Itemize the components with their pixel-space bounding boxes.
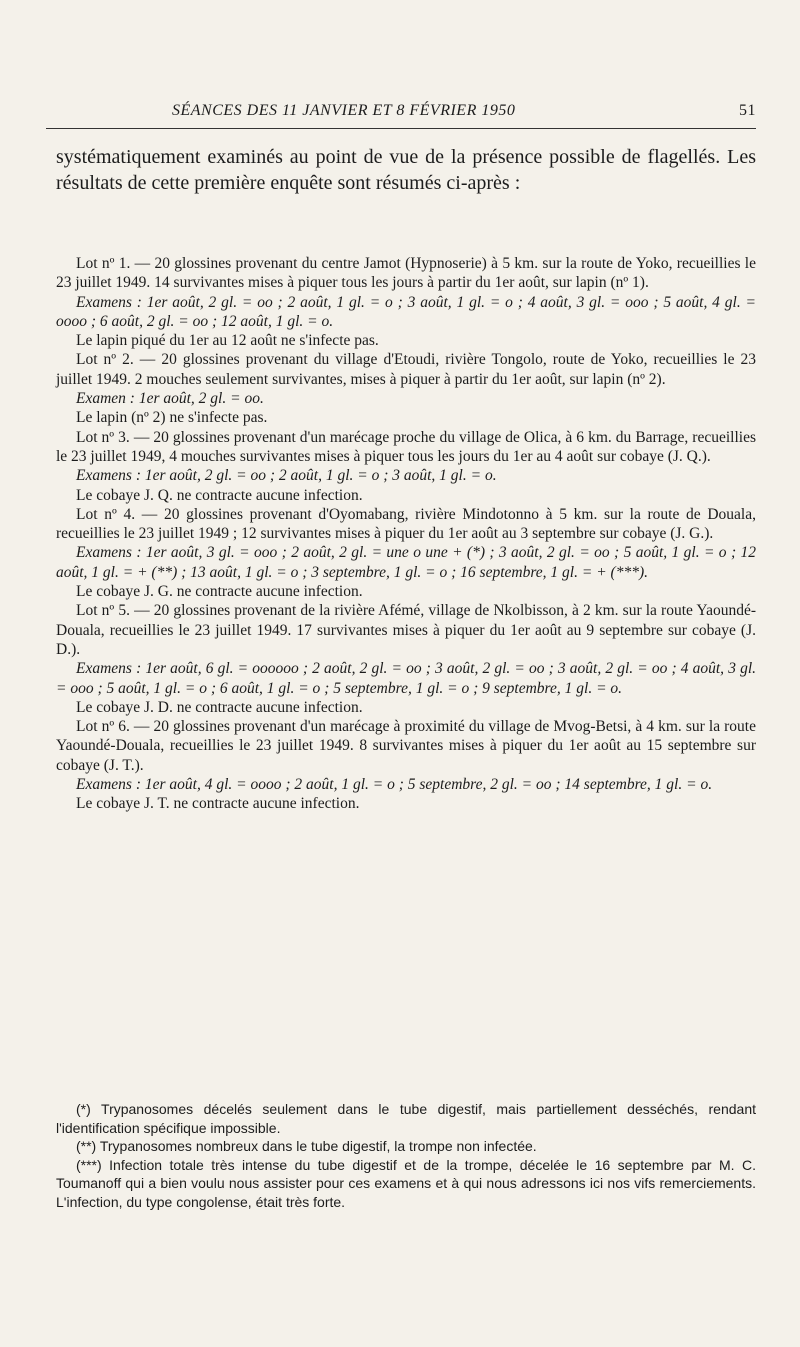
lot-1-paragraph: Lot nº 1. — 20 glossines provenant du centre Jamot (Hypnoserie) à 5 km. sur la route de Yoko, recueillies le 23 juillet 1949. 14 survivantes mises à piquer tous les jours à partir du 1er août, sur lapin (nº 1). [56, 255, 756, 292]
footnote-3: (***) Infection totale très intense du tube digestif et de la trompe, décelée le 16 septembre par M. C. Toumanoff qui a bien voulu nous assister pour ces examens et à qui nous adressons ici nos vifs remerciements. L'infection, du type congolense, était très forte. [56, 1156, 756, 1210]
lot-6-paragraph: Lot nº 6. — 20 glossines provenant d'un marécage à proximité du village de Mvog-Betsi, à 4 km. sur la route Yaoundé-Douala, recueillies le 23 juillet 1949. 8 survivantes mises à piquer du 1er août au 15 septembre sur cobaye (J. T.). [56, 718, 756, 774]
lot-5-examens: Examens : 1er août, 6 gl. = oooooo ; 2 août, 2 gl. = oo ; 3 août, 2 gl. = oo ; 3 août, 2 gl. = oo ; 4 août, 3 gl. = ooo ; 5 août, 1 gl. = o ; 6 août, 1 gl. = o ; 5 septembre, 1 gl. = o ; 9 septembre, 1 gl. = o. [56, 660, 756, 697]
lot-1-result: Le lapin piqué du 1er au 12 août ne s'infecte pas. [76, 332, 379, 350]
lot-6-result: Le cobaye J. T. ne contracte aucune infection. [76, 795, 360, 813]
lot-4-paragraph: Lot nº 4. — 20 glossines provenant d'Oyomabang, rivière Mindotonno à 5 km. sur la route de Douala, recueillies le 23 juillet 1949 ; 12 survivantes mises à piquer du 1er août au 3 septembre sur cobaye (J. G.). [56, 505, 756, 543]
footnote-2: (**) Trypanosomes nombreux dans le tube digestif, la trompe non infectée. [76, 1138, 537, 1155]
lot-3-examens: Examens : 1er août, 2 gl. = oo ; 2 août, 1 gl. = o ; 3 août, 1 gl. = o. [76, 467, 497, 485]
lot-3-paragraph: Lot nº 3. — 20 glossines provenant d'un marécage proche du village de Olica, à 6 km. du Barrage, recueillies le 23 juillet 1949, 4 mouches survivantes mises à piquer tous les jours du 1er au 4 août sur cobaye (J. Q.). [56, 428, 756, 465]
running-header [56, 100, 756, 124]
lot-1-examens: Examens : 1er août, 2 gl. = oo ; 2 août, 1 gl. = o ; 3 août, 1 gl. = o ; 4 août, 3 gl. = ooo ; 5 août, 4 gl. = oooo ; 6 août, 2 gl. = oo ; 12 août, 1 gl. = o. [56, 293, 756, 330]
footnote-1: (*) Trypanosomes décelés seulement dans le tube digestif, mais partiellement desséchés, rendant l'identification spécifique impossible. [56, 1101, 756, 1136]
lot-5-paragraph: Lot nº 5. — 20 glossines provenant de la rivière Afémé, village de Nkolbisson, à 2 km. sur la route Yaoundé-Douala, recueillies le 23 juillet 1949. 17 survivantes mises à piquer du 1er août au 9 septembre sur cobaye (J. D.). [56, 602, 756, 658]
page-number: 51 [739, 102, 756, 119]
lot-4-result: Le cobaye J. G. ne contracte aucune infection. [76, 583, 363, 601]
lot-2-result: Le lapin (nº 2) ne s'infecte pas. [76, 409, 268, 427]
lots-section [56, 254, 756, 814]
lot-5-result: Le cobaye J. D. ne contracte aucune infection. [76, 698, 363, 716]
lot-2-paragraph: Lot nº 2. — 20 glossines provenant du village d'Etoudi, rivière Tongolo, route de Yoko, recueillies le 23 juillet 1949. 2 mouches seulement survivantes, mises à piquer à partir du 1er août, sur lapin (nº 2). [56, 351, 756, 388]
header-title: SÉANCES DES 11 JANVIER ET 8 FÉVRIER 1950 [172, 102, 516, 119]
lot-2-examen: Examen : 1er août, 2 gl. = oo. [76, 390, 264, 408]
intro-paragraph: systématiquement examinés au point de vue de la présence possible de flagellés. Les résultats de cette première enquête sont résumés ci-après : [56, 146, 756, 194]
lot-3-result: Le cobaye J. Q. ne contracte aucune infection. [76, 486, 363, 504]
footnotes [56, 1100, 756, 1212]
lot-4-examens: Examens : 1er août, 3 gl. = ooo ; 2 août, 2 gl. = une o une + (*) ; 3 août, 2 gl. = oo ; 5 août, 1 gl. = o ; 12 août, 1 gl. = + (**) ; 13 août, 1 gl. = o ; 3 septembre, 1 gl. = o ; 16 septembre, 1 gl. = + (***). [56, 544, 756, 581]
lot-6-examens: Examens : 1er août, 4 gl. = oooo ; 2 août, 1 gl. = o ; 5 septembre, 2 gl. = oo ; 14 septembre, 1 gl. = o. [76, 776, 713, 794]
document-page [56, 0, 756, 1347]
header-rule [46, 128, 756, 129]
